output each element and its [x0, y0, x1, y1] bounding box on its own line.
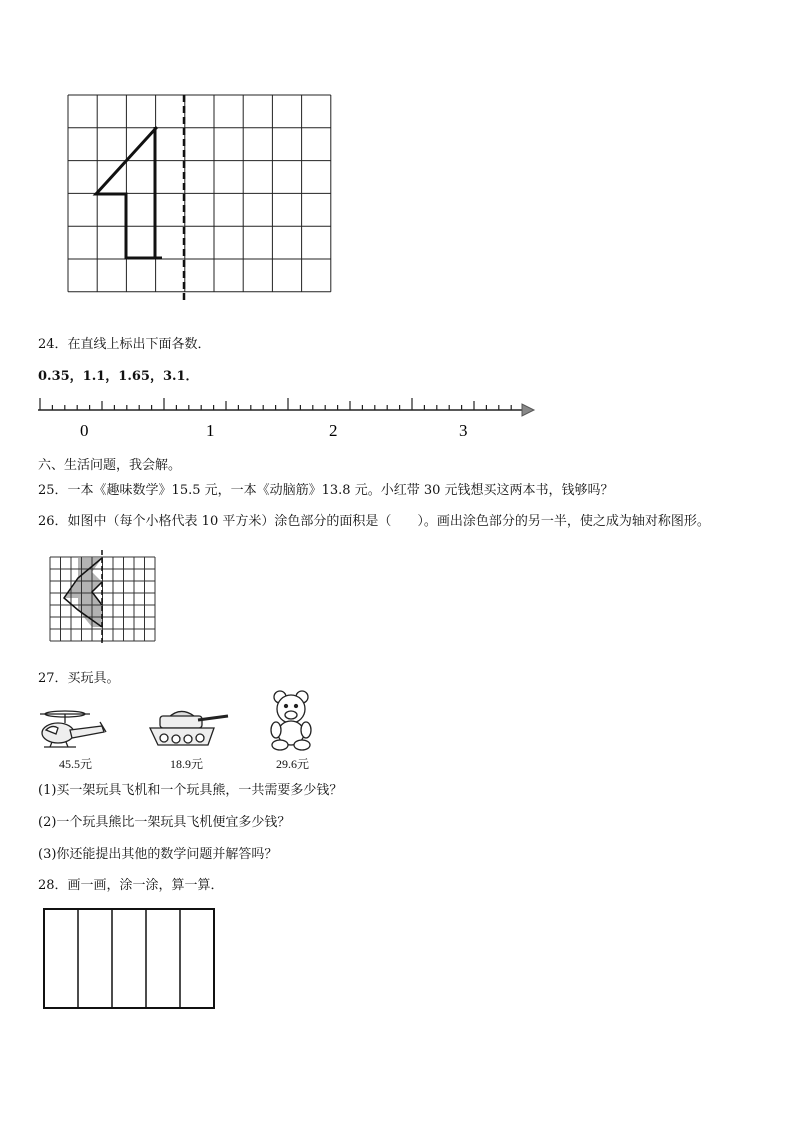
teddy-bear-price: 29.6元: [276, 757, 310, 771]
q26-text: 26．如图中（每个小格代表 10 平方米）涂色部分的面积是（ ）。画出涂色部分的另一半，使之成为轴对称图形。: [38, 514, 710, 529]
q27-title: 27．买玩具。: [38, 671, 120, 686]
axis-label-0: 0: [80, 421, 89, 440]
q25-text: 25．一本《趣味数学》15.5 元，一本《动脑筋》13.8 元。小红带 30 元钱想买这两本书，钱够吗？: [38, 483, 614, 498]
axis-label-2: 2: [329, 421, 338, 440]
helicopter-price: 45.5元: [59, 757, 93, 771]
q27-sub2: (2)一个玩具熊比一架玩具飞机便宜多少钱？: [38, 815, 291, 830]
q24-numbers: 0.35，1.1，1.65，3.1．: [38, 369, 199, 384]
tank-price: 18.9元: [170, 757, 204, 771]
q28-title: 28．画一画，涂一涂，算一算．: [38, 878, 224, 893]
axis-label-1: 1: [206, 421, 215, 440]
q27-sub3: (3)你还能提出其他的数学问题并解答吗？: [38, 847, 278, 862]
axis-label-3: 3: [459, 421, 468, 440]
q27-sub1: (1)买一架玩具飞机和一个玩具熊，一共需要多少钱？: [38, 783, 343, 798]
q24-title: 24．在直线上标出下面各数．: [38, 337, 211, 352]
section6-title: 六、生活问题，我会解。: [38, 458, 182, 473]
